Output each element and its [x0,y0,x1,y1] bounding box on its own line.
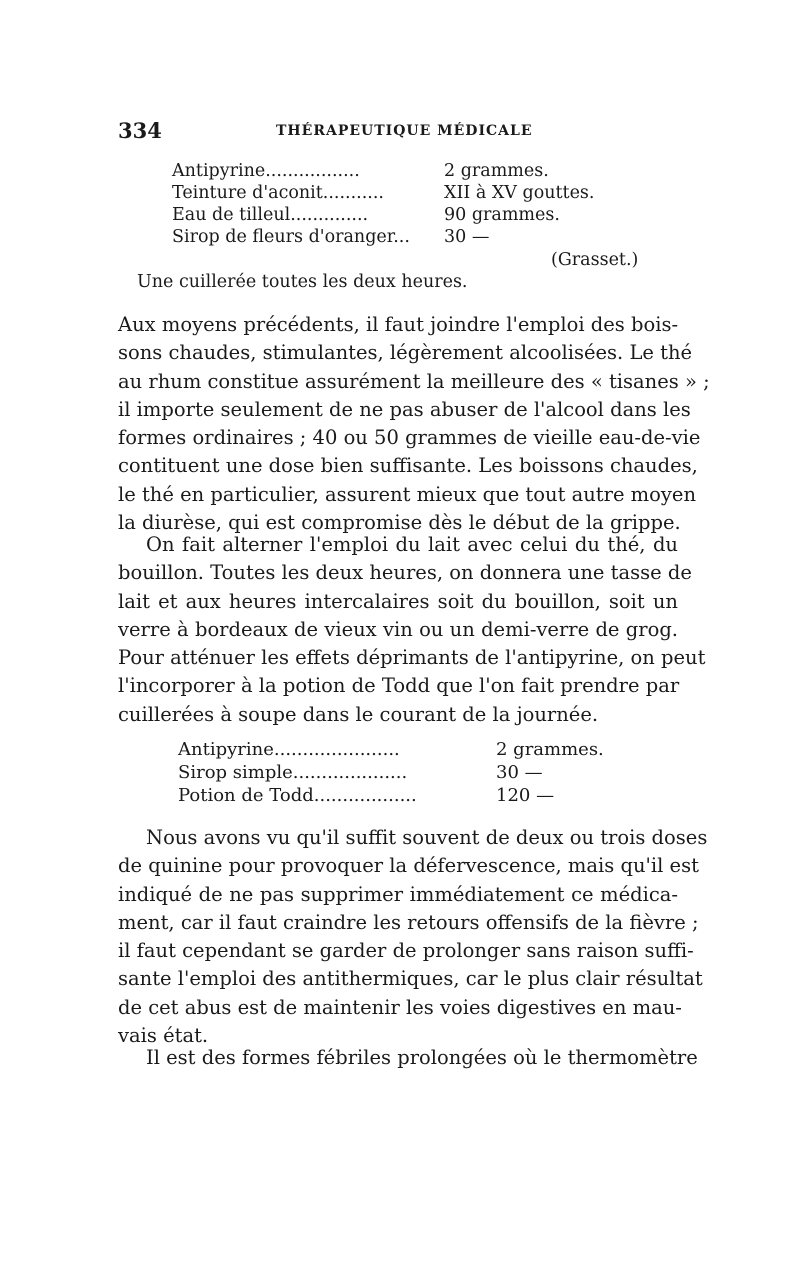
text-line: la diurèse, qui est compromise dès le début de la grippe. [118,511,681,535]
quantity: 90 grammes. [444,205,560,225]
ingredient: Sirop simple.................... [178,762,408,783]
text-line: bouillon. Toutes les deux heures, on donnera une tasse de [118,561,692,585]
text-line: cuillerées à soupe dans le courant de la journée. [118,702,599,726]
text-line: au rhum constitue assurément la meilleure des « tisanes » ; [118,369,710,393]
prescription-row [178,784,638,807]
text-line: On fait alterner l'emploi du lait avec celui du thé, du [146,533,678,556]
text-line: Il est des formes fébriles prolongées où le thermomètre [146,1046,698,1069]
prescription-row [172,204,632,226]
dosage-instruction: Une cuillerée toutes les deux heures. [137,272,468,292]
text-line: Aux moyens précédents, il faut joindre l'emploi des bois- [118,313,679,336]
quantity: XII à XV gouttes. [444,183,595,203]
text-line: le thé en particulier, assurent mieux que tout autre moyen [118,482,697,506]
text-line: de quinine pour provoquer la défervescence, mais qu'il est [118,854,699,878]
text-line: vais état. [118,1024,209,1048]
quantity: 2 grammes. [444,161,549,181]
text-line: il faut cependant se garder de prolonger sans raison suffi- [118,939,694,963]
text-line: sante l'emploi des antithermiques, car le plus clair résultat [118,967,703,991]
text-line: formes ordinaires ; 40 ou 50 grammes de vieille eau-de-vie [118,426,701,450]
text-line: contituent une dose bien suffisante. Les boissons chaudes, [118,454,698,478]
text-line: indiqué de ne pas supprimer immédiatement ce médica- [118,882,678,906]
paragraph [118,824,708,1050]
prescription-grasset [172,160,632,248]
text-line: lait et aux heures intercalaires soit du bouillon, soit un [118,589,678,613]
text-line: ment, car il faut craindre les retours offensifs de la fièvre ; [118,910,699,934]
prescription-todd [178,738,638,807]
ingredient: Teinture d'aconit........... [172,183,384,203]
ingredient: Sirop de fleurs d'oranger... [172,227,410,247]
prescription-row [172,160,632,182]
prescription-row [172,226,632,248]
text-line: Pour atténuer les effets déprimants de l'antipyrine, on peut [118,646,706,670]
quantity: 30 — [496,762,543,783]
quantity: 30 — [444,227,490,247]
running-title: THÉRAPEUTIQUE MÉDICALE [276,123,533,139]
page-number: 334 [118,118,162,143]
text-line: sons chaudes, stimulantes, légèrement alcoolisées. Le thé [118,341,693,365]
ingredient: Potion de Todd.................. [178,785,417,806]
quantity: 2 grammes. [496,739,604,760]
page-header [118,118,678,148]
ingredient: Antipyrine................. [172,161,360,181]
prescription-row [178,738,638,761]
prescription-row [178,761,638,784]
prescription-row [172,182,632,204]
paragraph [118,1044,698,1072]
paragraph [118,311,710,537]
paragraph [118,531,706,729]
ingredient: Eau de tilleul.............. [172,205,369,225]
text-line: Nous avons vu qu'il suffit souvent de deux ou trois doses [146,826,708,849]
text-line: de cet abus est de maintenir les voies digestives en mau- [118,995,682,1019]
prescription-attribution: (Grasset.) [551,250,639,270]
text-line: l'incorporer à la potion de Todd que l'on fait prendre par [118,674,680,698]
quantity: 120 — [496,785,555,806]
text-line: il importe seulement de ne pas abuser de l'alcool dans les [118,397,691,421]
ingredient: Antipyrine...................... [178,739,400,760]
text-line: verre à bordeaux de vieux vin ou un demi-verre de grog. [118,617,678,641]
